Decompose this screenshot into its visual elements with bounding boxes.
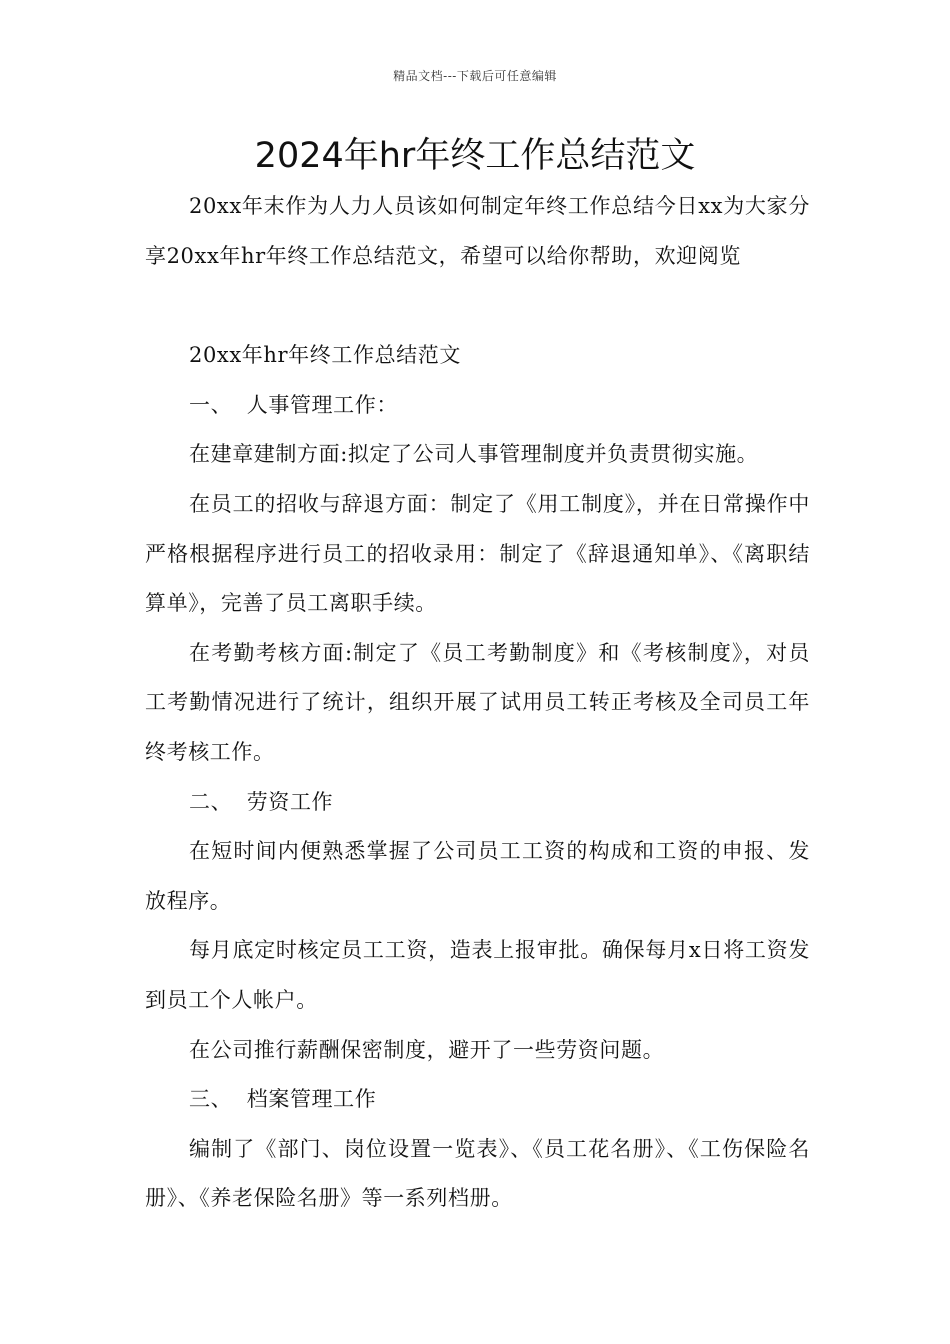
- blank-line: [145, 281, 810, 331]
- section-2-paragraph-1: 在短时间内便熟悉掌握了公司员工工资的构成和工资的申报、发放程序。: [145, 839, 810, 913]
- section-1-paragraph-1: 在建章建制方面:拟定了公司人事管理制度并负责贯彻实施。: [189, 442, 759, 467]
- section-heading-2: 二、 劳资工作: [189, 789, 334, 814]
- document-subtitle: 20xx年hr年终工作总结范文: [189, 343, 461, 368]
- section-1-paragraph-2: 在员工的招收与辞退方面：制定了《用工制度》，并在日常操作中严格根据程序进行员工的招收录用：制定了《辞退通知单》、《离职结算单》，完善了员工离职手续。: [145, 491, 810, 616]
- section-2-paragraph-3: 在公司推行薪酬保密制度，避开了一些劳资问题。: [189, 1037, 665, 1062]
- section-2-paragraph-2: 每月底定时核定员工工资，造表上报审批。确保每月x日将工资发到员工个人帐户。: [145, 938, 810, 1012]
- section-heading-1: 一、 人事管理工作：: [189, 392, 398, 417]
- header-note: 精品文档---下载后可任意编辑: [393, 69, 557, 83]
- section-1-paragraph-3: 在考勤考核方面:制定了《员工考勤制度》和《考核制度》，对员工考勤情况进行了统计，组织开展了试用员工转正考核及全司员工年终考核工作。: [145, 640, 810, 764]
- section-heading-3: 三、 档案管理工作: [189, 1087, 377, 1112]
- section-3-paragraph-1: 编制了《部门、岗位设置一览表》、《员工花名册》、《工伤保险名册》、《养老保险名册》等一系列档册。: [145, 1136, 810, 1211]
- intro-paragraph: 20xx年末作为人力人员该如何制定年终工作总结今日xx为大家分享20xx年hr年终工作总结范文，希望可以给你帮助，欢迎阅览: [145, 194, 810, 268]
- document-title: 2024年hr年终工作总结范文: [254, 136, 696, 176]
- document-body: [145, 182, 810, 1224]
